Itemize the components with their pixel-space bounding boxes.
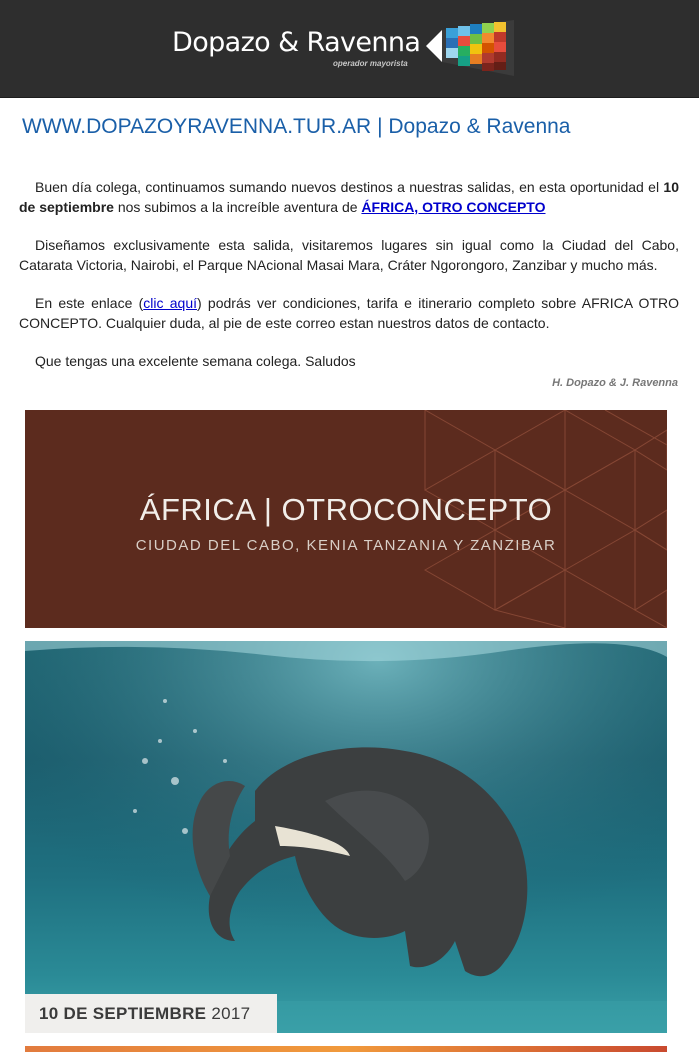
africa-banner[interactable]: [25, 410, 667, 628]
message-body: [19, 177, 679, 389]
link-text-end: ) podrás ver condiciones, tarifa e itinerario completo sobre AFRICA OTRO CONCEPTO. Cualquier duda, al pie de este correo estan nuestros datos de contacto.: [19, 295, 680, 331]
departure-date-year: 2017: [206, 1004, 251, 1023]
dopazo-ravenna-logo-icon[interactable]: [426, 20, 516, 76]
intro-text: Buen día colega, continuamos sumando nuevos destinos a nuestras salidas, en esta oportunidad el: [35, 179, 664, 195]
intro-text-mid: nos subimos a la increíble aventura de: [113, 199, 362, 215]
paragraph-closing: Que tengas una excelente semana colega. Saludos: [35, 353, 356, 369]
departure-date: [39, 1004, 250, 1024]
date-highlight: 10 de septiembre: [19, 179, 679, 215]
brand-logo-text[interactable]: Dopazo & Ravenna: [172, 27, 421, 58]
email-header: [0, 0, 699, 98]
banner-title: [25, 492, 667, 528]
paragraph-intro: [19, 177, 679, 217]
signature: H. Dopazo & J. Ravenna: [552, 377, 678, 389]
banner-title-africa: ÁFRICA: [139, 492, 255, 527]
banner-title-separator: |: [254, 492, 282, 527]
elephant-photo[interactable]: [25, 641, 667, 1033]
departure-date-day: 10 DE SEPTIEMBRE: [39, 1004, 207, 1023]
paragraph-link: [19, 293, 679, 333]
click-here-link[interactable]: clic aquí: [143, 295, 198, 311]
africa-link[interactable]: ÁFRICA, OTRO CONCEPTO: [361, 199, 546, 215]
site-name: Dopazo & Ravenna: [388, 115, 571, 138]
site-url-link[interactable]: WWW.DOPAZOYRAVENNA.TUR.AR: [22, 115, 372, 138]
elephant-underwater-icon: [25, 641, 667, 1033]
site-title: [22, 115, 570, 139]
banner-title-concept: OTROCONCEPTO: [281, 492, 553, 527]
brand-tagline: operador mayorista: [333, 59, 408, 68]
banner-subtitle: CIUDAD DEL CABO, KENIA TANZANIA Y ZANZIBAR: [135, 537, 557, 554]
next-section-bar: [25, 1046, 667, 1052]
title-separator: |: [371, 115, 389, 138]
paragraph-destinations: Diseñamos exclusivamente esta salida, visitaremos lugares sin igual como la Ciudad del Cabo, Catarata Victoria, Nairobi, el Parque NAcional Masai Mara, Cráter Ngorongoro, Zanzibar y mucho más.: [19, 237, 679, 273]
link-text-start: En este enlace (: [35, 295, 144, 311]
